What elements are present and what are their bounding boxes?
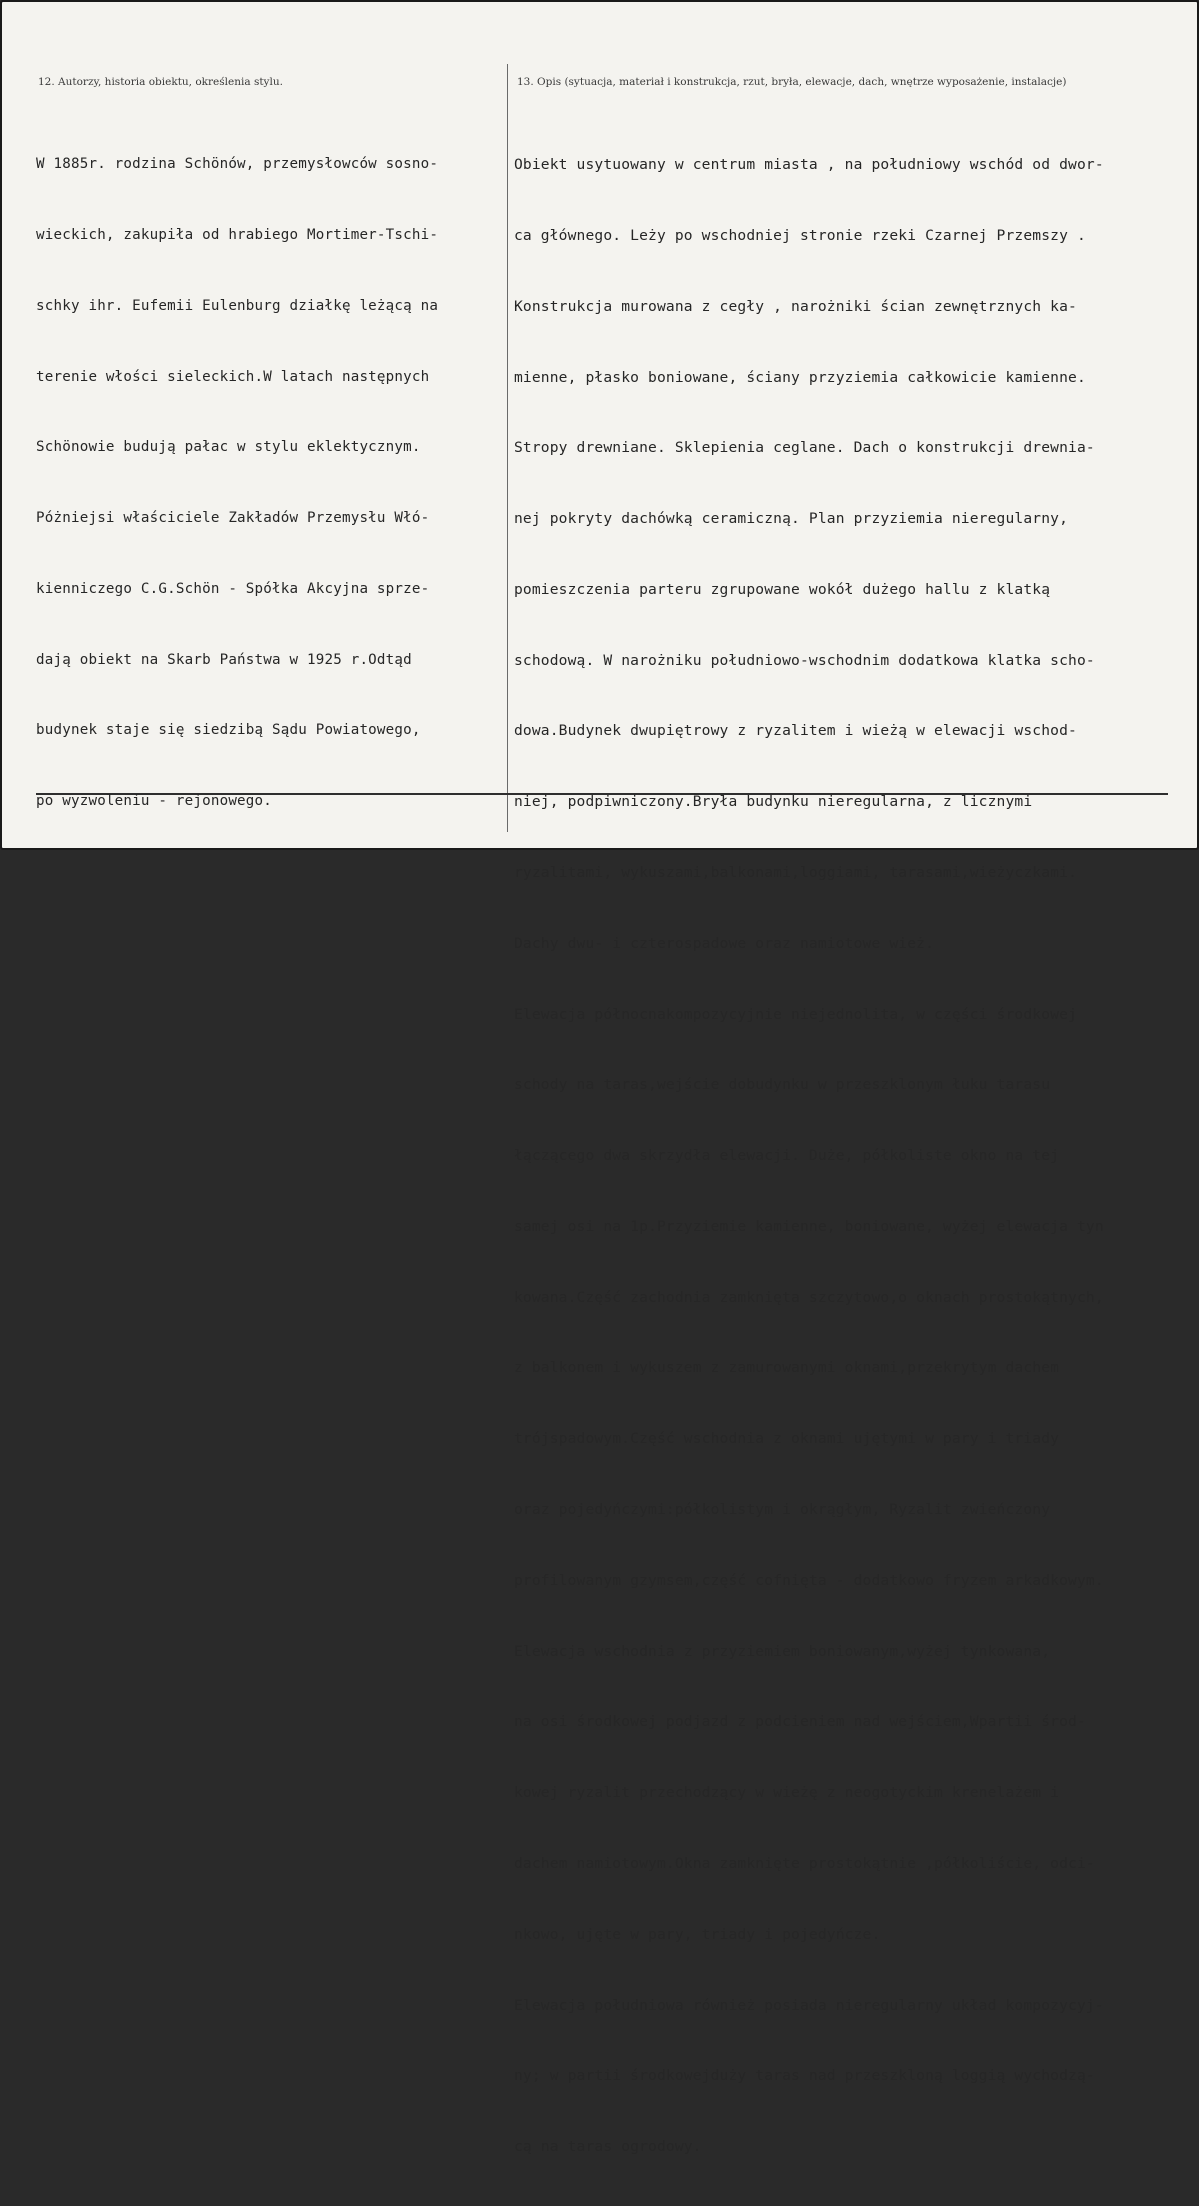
text-line: Dachy dwu- i czterospadowe oraz namiotowe wież. [514, 934, 935, 952]
text-line: ryzalitami, wykuszami,balkonami,loggiami, tarasami,wieżyczkami. [514, 864, 1077, 881]
text-line: profilowanym gzymsem,część cofnięta - dodatkowo fryzem arkadkowym. [514, 1571, 1104, 1589]
text-line: Póżniejsi właściciele Zakładów Przemysłu Włó- [36, 510, 430, 527]
text-line: schky ihr. Eufemii Eulenburg działkę leżącą na [36, 297, 439, 314]
text-line: kowana.Część zachodnia zamknięta szczytowo,o oknach prostokątnych, [514, 1288, 1104, 1306]
text-line: dają obiekt na Skarb Państwa w 1925 r.Odtąd [36, 651, 412, 668]
text-line: kienniczego C.G.Schön - Spółka Akcyjna sprze- [36, 580, 430, 597]
text-line: W 1885r. rodzina Schönów, przemysłowców sosno- [36, 156, 439, 173]
text-line: Elewacja południowa również posiada nieregularny układ kompozycyj- [514, 1996, 1104, 2014]
text-line: z balkonem i wykuszem z zamurowanymi oknami,przekrytym dachem [514, 1359, 1060, 1377]
text-line: terenie włości sieleckich.W latach następnych [36, 368, 430, 385]
text-line: pomieszczenia parteru zgrupowane wokół dużego hallu z klatką [514, 580, 1051, 598]
text-line: schody na taras,wejście dobudynku w przeszklonym łuku tarasu [514, 1076, 1051, 1094]
text-line: Stropy drewniane. Sklepienia ceglane. Dach o konstrukcji drewnia- [514, 439, 1095, 457]
text-line: schodową. W narożniku południowo-wschodnim dodatkowa klatka scho- [514, 651, 1095, 669]
text-line: nej pokryty dachówką ceramiczną. Plan przyziemia nieregularny, [514, 510, 1069, 528]
text-line: kowej ryzalit przechodzący w wieżę z neogotyckim krenelażem i [514, 1784, 1060, 1802]
text-line: dachem namiotowym.Okna zamknięte prostokątnie ,półkoliście, odci- [514, 1854, 1095, 1872]
text-line: budynek staje się siedzibą Sądu Powiatowego, [36, 722, 421, 739]
text-line: niej, podpiwniczony.Bryła budynku nieregularna, z licznymi [514, 793, 1033, 811]
text-line: Elewacja wschodnia z przyziemiem boniowanym,wyżej tynkowana, [514, 1642, 1051, 1660]
text-line: Obiekt usytuowany w centrum miasta , na południowy wschód od dwor- [514, 156, 1104, 174]
text-line: samej osi na 1p.Przyziemie kamienne, boniowane, wyżej elewacja tyn [514, 1217, 1104, 1235]
text-line: cą na taras ogrodowy. [514, 2138, 702, 2156]
section-12-header: 12. Autorzy, historia obiektu, określenia stylu. [38, 76, 283, 88]
text-line: oraz pojedyńczymi:półkolistym i okrągłym, Ryzalit zwieńczony [514, 1501, 1051, 1519]
text-line: ny; w partii środkowejduży taras nad przeszkloną loggią wychodzą- [514, 2067, 1095, 2085]
text-line: Schönowie budują pałac w stylu eklektycznym. [36, 439, 421, 456]
description-text [514, 106, 1104, 2206]
text-line: łączącego dwa skrzydła elewacji. Duże, półkoliste okno na tej [514, 1147, 1060, 1165]
text-line: trójspadowym.Część wschodnia z oknami ujętymi w pary i triady [514, 1430, 1060, 1448]
text-line: dowa.Budynek dwupiętrowy z ryzalitem i wieżą w elewacji wschod- [514, 722, 1077, 740]
text-line: po wyzwoleniu - rejonowego. [36, 793, 273, 810]
text-line: mienne, płasko boniowane, ściany przyziemia całkowicie kamienne. [514, 368, 1086, 386]
section-13-header: 13. Opis (sytuacja, materiał i konstrukcja, rzut, bryła, elewacje, dach, wnętrze wyposażenie, instalacje) [517, 76, 1067, 88]
text-line: ca głównego. Leży po wschodniej stronie rzeki Czarnej Przemszy . [514, 226, 1086, 244]
text-line: na osi środkowej podjazd z podcieniem nad wejściem,Wpartii środ- [514, 1713, 1086, 1731]
column-divider [507, 64, 508, 832]
text-line: nkowo, ujęte w pary, triady i pojedyńcze. [514, 1925, 881, 1943]
text-line: Elewacja północnakompozycyjnie niejednolita, w części środkowej [514, 1005, 1077, 1023]
text-line: wieckich, zakupiła od hrabiego Mortimer-Tschi- [36, 226, 439, 243]
history-text [36, 106, 438, 861]
text-line: Konstrukcja murowana z cegły , narożniki ścian zewnętrznych ka- [514, 297, 1077, 315]
